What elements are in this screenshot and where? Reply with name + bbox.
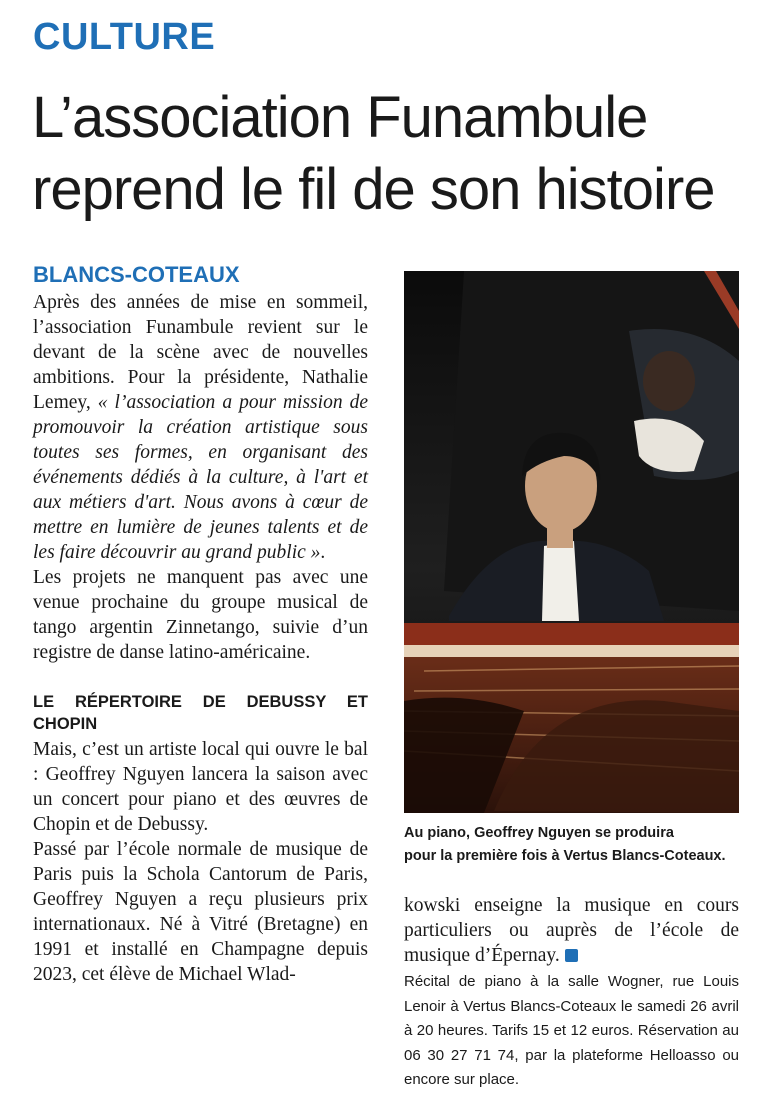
article-column-right [404,893,739,1093]
biography-continued-text: kowski enseigne la musique en cours particuliers ou auprès de l’école de musique d’Épernay. [404,895,739,966]
president-quote: « l’association a pour mission de promouvoir la création artistique sous toutes ses formes, en organisant des événements dédiés à la culture, à l'art et aux métiers d'art. Nous avons à cœur de mettre en lumière de jeunes talents et de les faire découvrir au grand public » [33,392,368,563]
end-of-article-mark [565,949,578,962]
subhead: LE RÉPERTOIRE DE DEBUSSY ET CHOPIN [33,693,368,733]
intro-end: . [320,542,326,563]
paragraph-intro [33,290,368,565]
dateline: BLANCS-COTEAUX [33,262,240,287]
paragraph-biography-continued [404,893,739,968]
caption-line-1: Au piano, Geoffrey Nguyen se produira [404,825,674,841]
section-label: CULTURE [33,16,216,58]
paragraph-biography: Passé par l’école normale de musique de Paris puis la Schola Cantorum de Paris, Geoffrey Nguyen a reçu plusieurs prix internationaux. Né à Vitré (Bretagne) en 1991 et installé en Champagne depuis 2023, cet élève de Michael Wlad- [33,839,368,985]
headline-line-2: reprend le fil de son histoire [32,157,715,222]
paragraph-projects: Les projets ne manquent pas avec une venue prochaine du groupe musical de tango argentin Zinnetango, suivie d’un registre de danse latino-américaine. [33,567,368,663]
pianist-photo [404,271,739,813]
photo-caption [404,822,744,868]
intro-text: Après des années de mise en sommeil, l’association Funambule revient sur le devant de la scène avec de nouvelles ambitions. Pour la présidente, Nathalie Lemey, [33,292,368,413]
headline-line-1: L’association Funambule [32,85,648,150]
paragraph-artist: Mais, c’est un artiste local qui ouvre le bal : Geoffrey Nguyen lancera la saison avec un concert pour piano et des œuvres de Chopin et de Debussy. [33,739,368,835]
event-info: Récital de piano à la salle Wogner, rue Louis Lenoir à Vertus Blancs-Coteaux le samedi 26 avril à 20 heures. Tarifs 15 et 12 euros. Réservation au 06 30 27 71 74, par la plateforme Helloasso ou encore sur place. [404,973,739,1088]
article-column-left [33,290,368,987]
headline [32,82,752,226]
pianist-illustration [404,271,739,813]
caption-line-2: pour la première fois à Vertus Blancs-Coteaux. [404,848,726,864]
